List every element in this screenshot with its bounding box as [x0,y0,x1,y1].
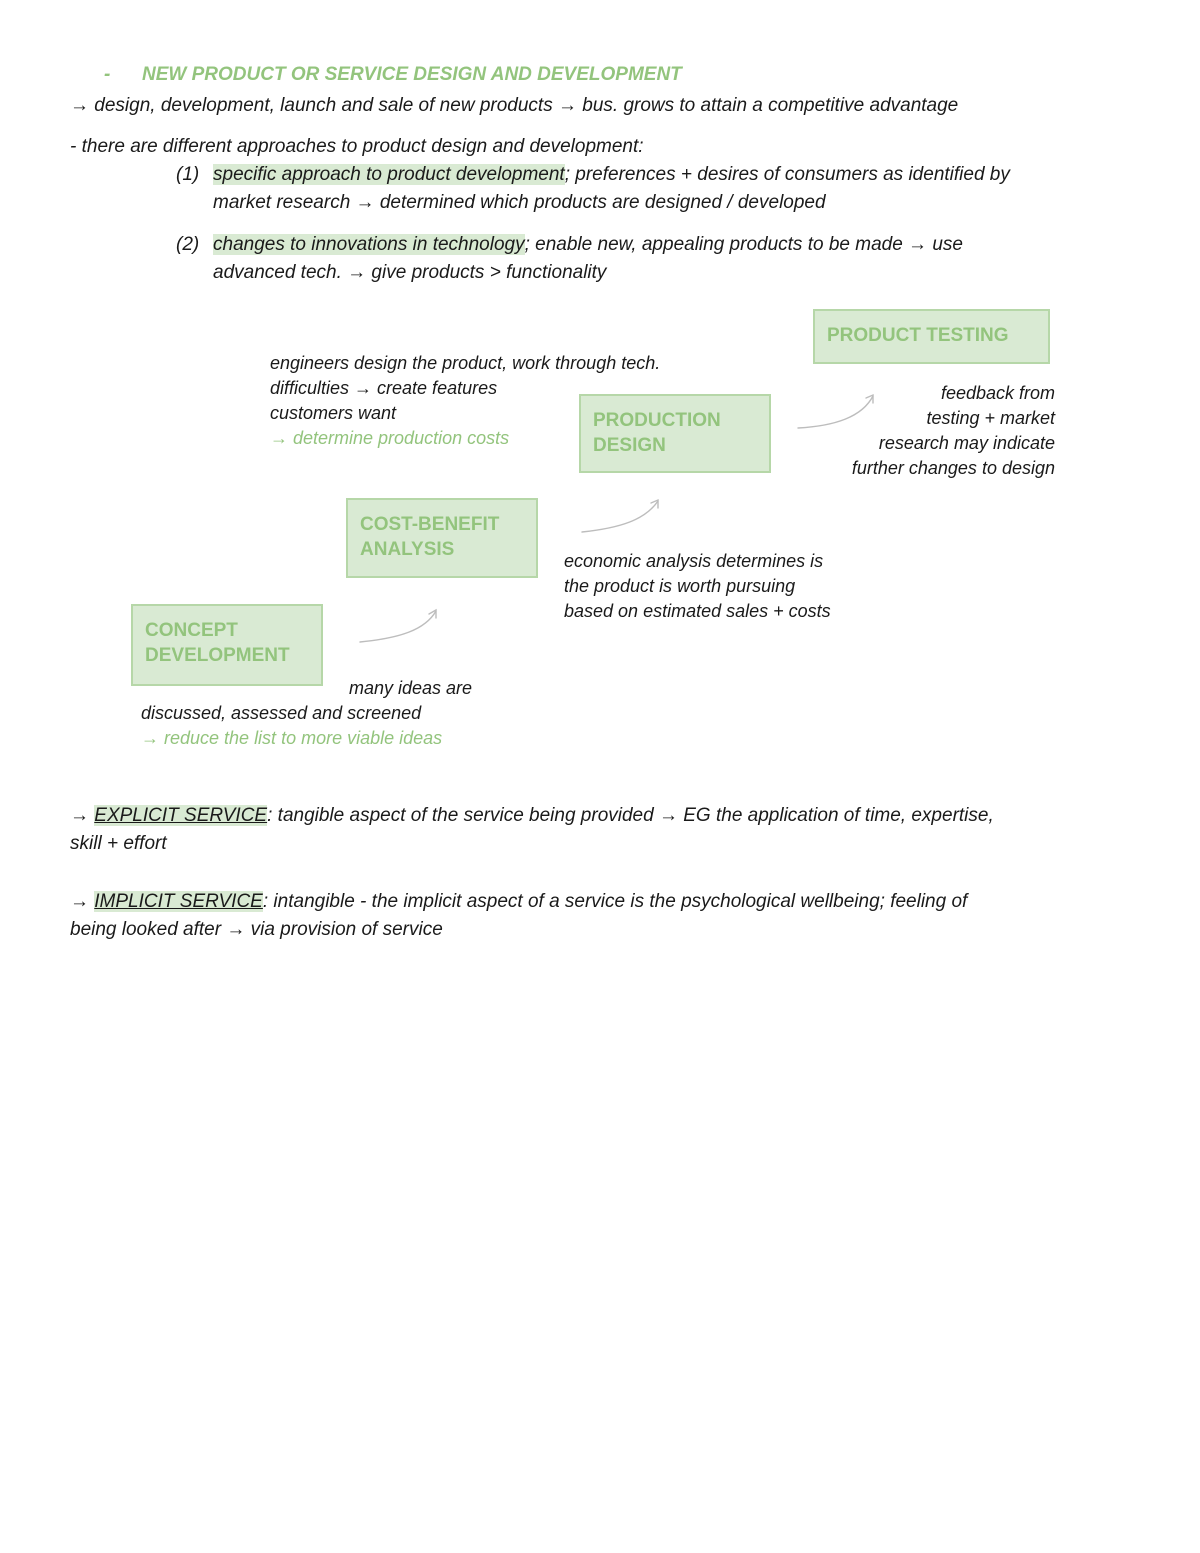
approach-2-number: (2) [176,234,200,255]
heading-title: NEW PRODUCT OR SERVICE DESIGN AND DEVELOPMENT [142,64,682,85]
approach-1-highlight: specific approach to product development [213,164,565,185]
implicit-service-paragraph [70,888,967,944]
implicit-arrow: → [70,891,95,912]
explicit-service-paragraph [70,802,994,858]
heading-bullet: - [104,64,111,85]
production-design-box-line1: PRODUCTION [593,410,721,431]
implicit-rest: : intangible - the implicit aspect of a service is the psychological wellbeing; feeling of [262,891,968,912]
testing-note-line1: feedback from [940,383,1055,403]
concept-note-line2: discussed, assessed and screened [141,703,422,723]
testing-note-line3: research may indicate [878,433,1055,453]
cost-benefit-box-line1: COST-BENEFIT [360,514,500,535]
approach-2-rest: ; enable new, appealing products to be made → use [524,234,963,255]
arrow-production-to-testing [798,396,873,428]
concept-box-line2: DEVELOPMENT [145,645,290,666]
explicit-arrow: → [70,805,95,826]
cost-note-line2: the product is worth pursuing [564,576,796,596]
approach-1-number: (1) [176,164,200,185]
implicit-term: IMPLICIT SERVICE [94,891,263,912]
intro-line: → design, development, launch and sale of new products → bus. grows to attain a competitive advantage [70,95,959,116]
production-note-line1: engineers design the product, work through tech. [270,353,661,373]
approach-2-line2: advanced tech. → give products > functionality [213,262,607,283]
production-note-line3: customers want [270,403,397,423]
product-testing-box-line1: PRODUCT TESTING [827,325,1009,346]
production-note-line2: difficulties → create features [270,378,498,398]
approaches-intro: - there are different approaches to product design and development: [70,136,644,157]
cost-note-line1: economic analysis determines is [564,551,824,571]
concept-box-line1: CONCEPT [145,620,238,641]
explicit-line1 [70,802,994,830]
arrow-cost-to-production [582,501,658,532]
concept-note-line1: many ideas are [349,678,473,698]
testing-note-line2: testing + market [926,408,1055,428]
cost-benefit-box-line2: ANALYSIS [360,539,455,560]
cost-note-line3: based on estimated sales + costs [564,601,831,621]
production-note-line4: → determine production costs [270,428,510,448]
implicit-line1 [70,888,967,916]
approach-2-highlight: changes to innovations in technology [213,234,525,255]
explicit-line2: skill + effort [70,833,167,854]
explicit-term: EXPLICIT SERVICE [94,805,268,826]
explicit-rest: : tangible aspect of the service being provided → EG the application of time, expertise, [267,805,994,826]
testing-note-line4: further changes to design [851,458,1055,478]
arrow-head-cost-to-production [651,500,658,508]
approach-1-rest: ; preferences + desires of consumers as identified by [564,164,1010,185]
concept-note-line3: → reduce the list to more viable ideas [141,728,443,748]
arrow-concept-to-cost [360,611,436,642]
production-design-box-line2: DESIGN [593,435,666,456]
approach-1-line2: market research → determined which products are designed / developed [213,192,826,213]
implicit-line2: being looked after → via provision of service [70,919,443,940]
